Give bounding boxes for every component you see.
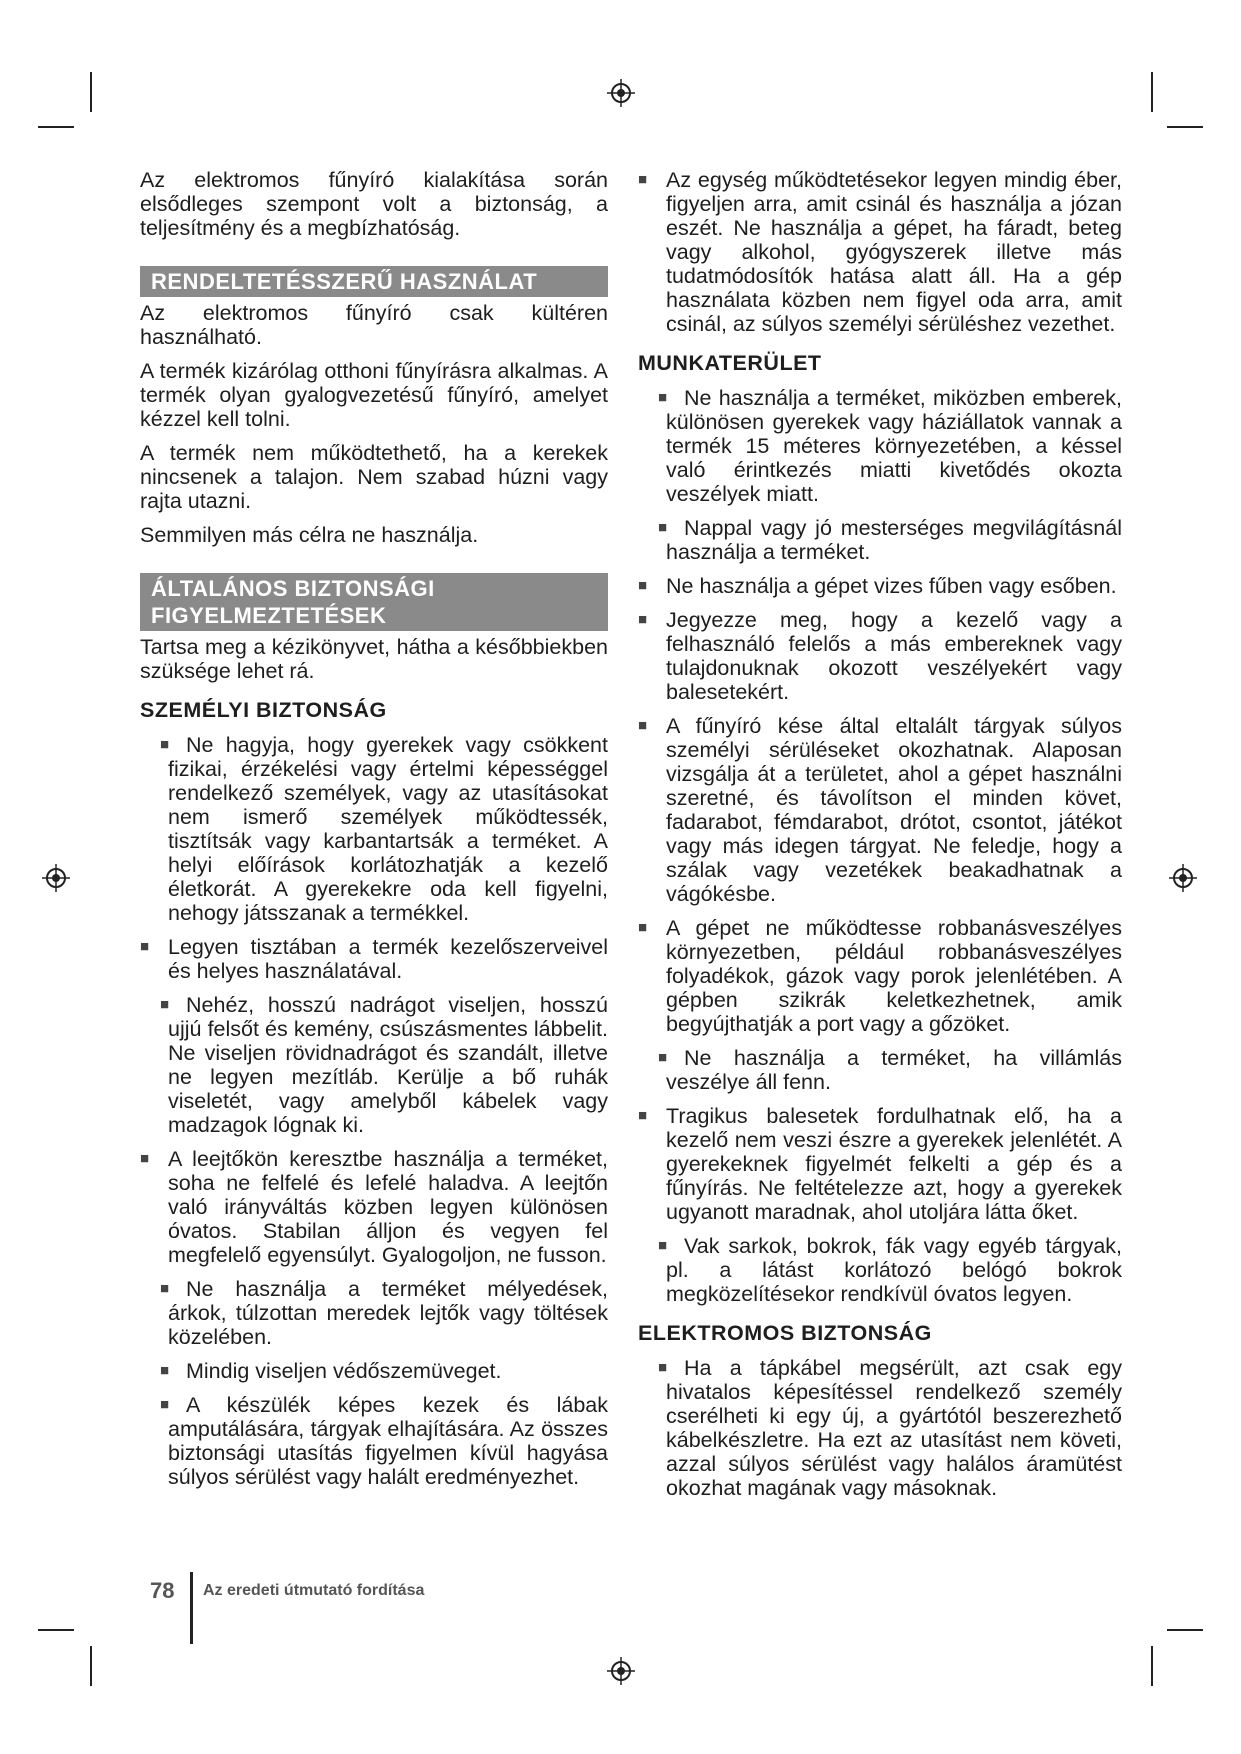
- crop-mark: [38, 1629, 74, 1631]
- bullet-item: [638, 168, 1122, 336]
- crop-mark: [1151, 72, 1153, 112]
- section-heading-intended-use: RENDELTETÉSSZERŰ HASZNÁLAT: [140, 266, 608, 297]
- bullet-item: [638, 1046, 1122, 1094]
- bullet-item: [140, 1393, 608, 1489]
- crop-mark: [1151, 1646, 1153, 1686]
- registration-mark-icon: [1168, 863, 1198, 893]
- bullet-text: Vak sarkok, bokrok, fák vagy egyéb tárgyak, pl. a látást korlátozó belógó bokrok megközelítésekor rendkívül óvatos legyen.: [666, 1234, 1122, 1306]
- crop-mark: [1167, 126, 1203, 128]
- subheading-work-area: MUNKATERÜLET: [638, 351, 822, 375]
- crop-mark: [90, 1646, 92, 1686]
- section-heading-line: ÁLTALÁNOS BIZTONSÁGI: [151, 576, 435, 601]
- bullet-text: Nehéz, hosszú nadrágot viseljen, hosszú ujjú felsőt és kemény, csúszásmentes lábbelit. Ne viseljen rövidnadrágot és szandált, illetve ne legyen mezítláb. Kerülje a bő ruhák viseletét, vagy amelyből kábelek vagy madzagok lógnak ki.: [168, 993, 608, 1137]
- bullet-text: Ne használja a terméket mélyedések, árkok, túlzottan meredek lejtők vagy töltések közelében.: [168, 1277, 608, 1349]
- page-number: 78: [150, 1578, 175, 1603]
- subheading-personal-safety: SZEMÉLYI BIZTONSÁG: [140, 698, 387, 722]
- paragraph: Semmilyen más célra ne használja.: [140, 523, 479, 547]
- bullet-text: Ne használja a terméket, ha villámlás veszélye áll fenn.: [666, 1046, 1122, 1094]
- paragraph: A termék kizárólag otthoni fűnyírásra alkalmas. A termék olyan gyalogvezetésű fűnyíró, amelyet kézzel kell tolni.: [140, 359, 608, 431]
- bullet-text: Ne hagyja, hogy gyerekek vagy csökkent fizikai, érzékelési vagy értelmi képességgel rendelkező személyek, vagy az utasításokat nem ismerő személyek működtessék, tisztítsák vagy karbantartsák a terméket. A helyi előírások korlátozhatják a kezelő életkorát. A gyerekekre oda kell figyelni, nehogy játsszanak a termékkel.: [168, 733, 608, 925]
- crop-mark: [38, 126, 74, 128]
- paragraph: Az elektromos fűnyíró csak kültéren használható.: [140, 301, 608, 349]
- bullet-item: [638, 1356, 1122, 1500]
- crop-mark: [1167, 1629, 1203, 1631]
- bullet-text: Jegyezze meg, hogy a kezelő vagy a felhasználó felelős a más embereknek vagy tulajdonuknak okozott veszélyekért vagy balesetekért.: [666, 608, 1122, 704]
- crop-mark: [90, 72, 92, 112]
- bullet-item: [140, 1359, 608, 1383]
- bullet-item: [140, 993, 608, 1137]
- bullet-text: Ne használja a terméket, miközben emberek, különösen gyerekek vagy háziállatok vannak a termék 15 méteres környezetében, a késsel való érintkezés miatti kivetődés okozta veszélyek miatt.: [666, 386, 1122, 506]
- registration-mark-icon: [606, 1656, 636, 1686]
- section-heading-general-safety: [140, 573, 608, 631]
- bullet-text: Mindig viseljen védőszemüveget.: [186, 1359, 502, 1383]
- subheading-electrical-safety: ELEKTROMOS BIZTONSÁG: [638, 1321, 932, 1345]
- bullet-item: [638, 1234, 1122, 1306]
- section-heading-line: FIGYELMEZTETÉSEK: [151, 603, 387, 628]
- bullet-item: [140, 1277, 608, 1349]
- left-column: [140, 168, 608, 1499]
- bullet-text: Ha a tápkábel megsérült, azt csak egy hivatalos képesítéssel rendelkező személy cserélheti ki egy új, a gyártótól beszerezhető kábelkészletre. Ha ezt az utasítást nem követi, azzal súlyos sérülést vagy halálos áramütést okozhat magának vagy másoknak.: [666, 1356, 1122, 1500]
- bullet-item: [638, 1104, 1122, 1224]
- footer-divider: [190, 1572, 193, 1644]
- bullet-item: [140, 1147, 608, 1267]
- intro-paragraph: Az elektromos fűnyíró kialakítása során elsődleges szempont volt a biztonság, a teljesítmény és a megbízhatóság.: [140, 168, 608, 240]
- registration-mark-icon: [41, 863, 71, 893]
- bullet-text: Legyen tisztában a termék kezelőszerveivel és helyes használatával.: [168, 935, 608, 983]
- registration-mark-icon: [606, 78, 636, 108]
- bullet-text: Ne használja a gépet vizes fűben vagy esőben.: [666, 574, 1117, 598]
- bullet-item: [140, 733, 608, 925]
- bullet-text: Az egység működtetésekor legyen mindig éber, figyeljen arra, amit csinál és használja a józan eszét. Ne használja a gépet, ha fáradt, beteg vagy alkohol, gyógyszerek illetve más tudatmódosítók hatása alatt áll. Ha a gép használata közben nem figyel oda arra, amit csinál, az súlyos személyi sérüléshez vezethet.: [666, 168, 1122, 336]
- bullet-item: [638, 386, 1122, 506]
- right-column: [638, 168, 1122, 1510]
- bullet-item: [140, 935, 608, 983]
- bullet-item: [638, 574, 1122, 598]
- bullet-text: A készülék képes kezek és lábak amputálására, tárgyak elhajítására. Az összes biztonsági utasítás figyelmen kívül hagyása súlyos sérülést vagy halált eredményezhet.: [168, 1393, 608, 1489]
- bullet-item: [638, 714, 1122, 906]
- bullet-item: [638, 916, 1122, 1036]
- bullet-text: Nappal vagy jó mesterséges megvilágításnál használja a terméket.: [666, 516, 1122, 564]
- bullet-text: A gépet ne működtesse robbanásveszélyes környezetben, például robbanásveszélyes folyadékok, gázok vagy porok jelenlétében. A gépben szikrák keletkezhetnek, amik begyújthatják a port vagy a gőzöket.: [666, 916, 1122, 1036]
- bullet-text: Tragikus balesetek fordulhatnak elő, ha a kezelő nem veszi észre a gyerekek jelenlétét. A gyerekeknek figyelmét felkelti a gép és a fűnyírás. Ne feltételezze azt, hogy a gyerekek ugyanott maradnak, ahol utoljára látta őket.: [666, 1104, 1122, 1224]
- bullet-text: A leejtőkön keresztbe használja a terméket, soha ne felfelé és lefelé haladva. A leejtőn való irányváltás közben legyen különösen óvatos. Stabilan álljon és vegyen fel megfelelő egyensúlyt. Gyalogoljon, ne fusson.: [168, 1147, 608, 1267]
- bullet-text: A fűnyíró kése által eltalált tárgyak súlyos személyi sérüléseket okozhatnak. Alaposan vizsgálja át a területet, ahol a gépet használni szeretné, és távolítson el minden követ, fadarabot, fémdarabot, drótot, csontot, játékot vagy más idegen tárgyat. Ne feledje, hogy a szálak vagy vezetékek beakadhatnak a vágókésbe.: [666, 714, 1122, 906]
- bullet-item: [638, 608, 1122, 704]
- paragraph: Tartsa meg a kézikönyvet, hátha a későbbiekben szüksége lehet rá.: [140, 635, 608, 683]
- bullet-item: [638, 516, 1122, 564]
- paragraph: A termék nem működtethető, ha a kerekek nincsenek a talajon. Nem szabad húzni vagy rajta utazni.: [140, 441, 608, 513]
- footer-text: Az eredeti útmutató fordítása: [203, 1582, 425, 1599]
